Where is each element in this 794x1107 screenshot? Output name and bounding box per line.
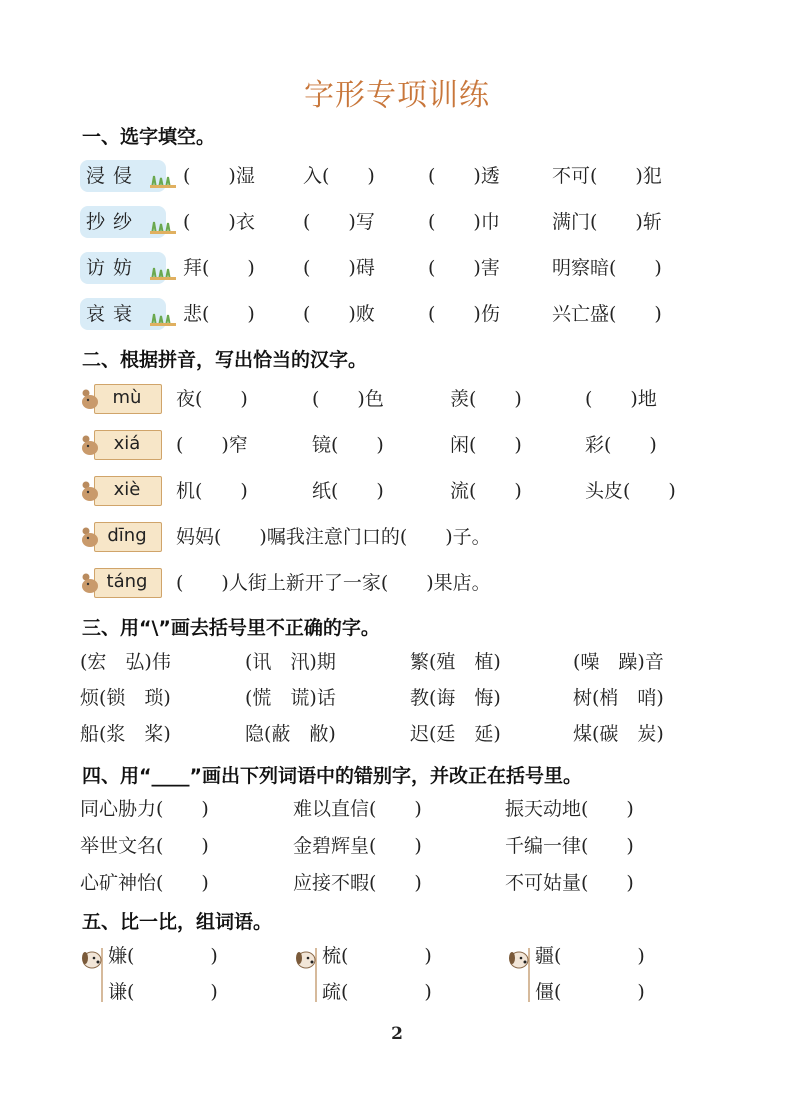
fill-item: 羡( ) <box>450 388 522 410</box>
mouse-icon <box>80 526 100 548</box>
pinyin-tag <box>80 430 162 460</box>
section4-row <box>0 832 794 868</box>
section1-heading: 一、选字填空。 <box>82 126 216 148</box>
fill-item: ( )写 <box>303 211 375 233</box>
choice-item: 迟(廷 延) <box>410 723 501 745</box>
idiom-item: 举世文名( ) <box>80 835 209 857</box>
compare-item: 谦( ) <box>108 981 218 1003</box>
section2-row <box>0 522 794 558</box>
pinyin-label: dīng <box>107 525 147 546</box>
choice-item: (讯 汛)期 <box>245 651 336 673</box>
fill-item: ( )巾 <box>428 211 500 233</box>
idiom-item: 难以直信( ) <box>293 798 422 820</box>
page-number: 2 <box>391 1024 403 1044</box>
choice-item: 繁(殖 植) <box>410 651 501 673</box>
fill-item: 不可( )犯 <box>552 165 662 187</box>
section4-heading: 四、用“____”画出下列词语中的错别字，并改正在括号里。 <box>82 765 582 787</box>
fill-item: ( )色 <box>312 388 384 410</box>
fill-item: ( )湿 <box>183 165 255 187</box>
fill-item: ( )窄 <box>176 434 248 456</box>
pinyin-label: mù <box>112 387 142 408</box>
mouse-icon <box>80 434 100 456</box>
dog-icon <box>507 946 533 1002</box>
mouse-icon <box>80 388 100 410</box>
compare-item: 疆( ) <box>535 945 645 967</box>
idiom-item: 千编一律( ) <box>505 835 634 857</box>
grass-icon <box>150 312 176 326</box>
char-pair: 抄纱 <box>86 211 141 233</box>
section2-row <box>0 568 794 604</box>
section3-row <box>0 648 794 684</box>
fill-item: 兴亡盛( ) <box>552 303 662 325</box>
grass-icon <box>150 174 176 188</box>
dog-icon <box>294 946 320 1002</box>
choice-item: (慌 谎)话 <box>245 687 336 709</box>
char-pair-box <box>80 298 166 330</box>
grass-icon <box>150 266 176 280</box>
pinyin-label: xiá <box>113 433 141 454</box>
page-title: 字形专项训练 <box>304 78 490 113</box>
idiom-item: 应接不暇( ) <box>293 872 422 894</box>
section2-row <box>0 476 794 512</box>
char-pair-box <box>80 160 166 192</box>
idiom-item: 金碧辉皇( ) <box>293 835 422 857</box>
fill-item: 拜( ) <box>183 257 255 279</box>
fill-item: ( )透 <box>428 165 500 187</box>
sentence-item: 妈妈( )嘱我注意门口的( )子。 <box>176 526 491 548</box>
compare-item: 梳( ) <box>322 945 432 967</box>
grass-icon <box>150 220 176 234</box>
section3-row <box>0 684 794 720</box>
idiom-item: 同心胁力( ) <box>80 798 209 820</box>
section5-heading: 五、比一比，组词语。 <box>82 911 273 933</box>
choice-item: 船(浆 桨) <box>80 723 171 745</box>
fill-item: ( )害 <box>428 257 500 279</box>
fill-item: ( )伤 <box>428 303 500 325</box>
fill-item: 闲( ) <box>450 434 522 456</box>
choice-item: 教(诲 悔) <box>410 687 501 709</box>
section1-row <box>0 206 794 242</box>
idiom-item: 振天动地( ) <box>505 798 634 820</box>
pinyin-tag <box>80 384 162 414</box>
char-pair: 哀衰 <box>86 303 141 325</box>
sentence-item: ( )人街上新开了一家( )果店。 <box>176 572 491 594</box>
compare-item: 嫌( ) <box>108 945 218 967</box>
choice-item: (宏 弘)伟 <box>80 651 171 673</box>
section3-row <box>0 720 794 756</box>
section4-row <box>0 795 794 831</box>
choice-item: 煤(碳 炭) <box>573 723 664 745</box>
section4-row <box>0 869 794 905</box>
fill-item: 头皮( ) <box>585 480 676 502</box>
fill-item: ( )地 <box>585 388 657 410</box>
char-pair: 访妨 <box>86 257 141 279</box>
fill-item: 入( ) <box>303 165 375 187</box>
fill-item: ( )败 <box>303 303 375 325</box>
compare-item: 疏( ) <box>322 981 432 1003</box>
fill-item: ( )碍 <box>303 257 375 279</box>
section1-row <box>0 298 794 334</box>
pinyin-tag <box>80 522 162 552</box>
pinyin-label: xiè <box>113 479 141 500</box>
fill-item: 夜( ) <box>176 388 248 410</box>
choice-item: 烦(锁 琐) <box>80 687 171 709</box>
compare-item: 僵( ) <box>535 981 645 1003</box>
fill-item: 悲( ) <box>183 303 255 325</box>
mouse-icon <box>80 572 100 594</box>
section2-heading: 二、根据拼音，写出恰当的汉字。 <box>82 349 368 371</box>
choice-item: 树(梢 哨) <box>573 687 664 709</box>
choice-item: 隐(蔽 敝) <box>245 723 336 745</box>
char-pair: 浸侵 <box>86 165 141 187</box>
fill-item: ( )衣 <box>183 211 255 233</box>
char-pair-box <box>80 206 166 238</box>
section1-row <box>0 160 794 196</box>
char-pair-box <box>80 252 166 284</box>
pinyin-label: táng <box>106 571 148 592</box>
dog-icon <box>80 946 106 1002</box>
idiom-item: 心矿神怡( ) <box>80 872 209 894</box>
choice-item: (噪 躁)音 <box>573 651 664 673</box>
fill-item: 镜( ) <box>312 434 384 456</box>
section1-row <box>0 252 794 288</box>
fill-item: 明察暗( ) <box>552 257 662 279</box>
fill-item: 满门( )斩 <box>552 211 662 233</box>
pinyin-tag <box>80 568 162 598</box>
section2-row <box>0 384 794 420</box>
fill-item: 纸( ) <box>312 480 384 502</box>
pinyin-tag <box>80 476 162 506</box>
section3-heading: 三、用“\”画去括号里不正确的字。 <box>82 617 380 639</box>
fill-item: 机( ) <box>176 480 248 502</box>
idiom-item: 不可姑量( ) <box>505 872 634 894</box>
mouse-icon <box>80 480 100 502</box>
section2-row <box>0 430 794 466</box>
fill-item: 彩( ) <box>585 434 657 456</box>
fill-item: 流( ) <box>450 480 522 502</box>
